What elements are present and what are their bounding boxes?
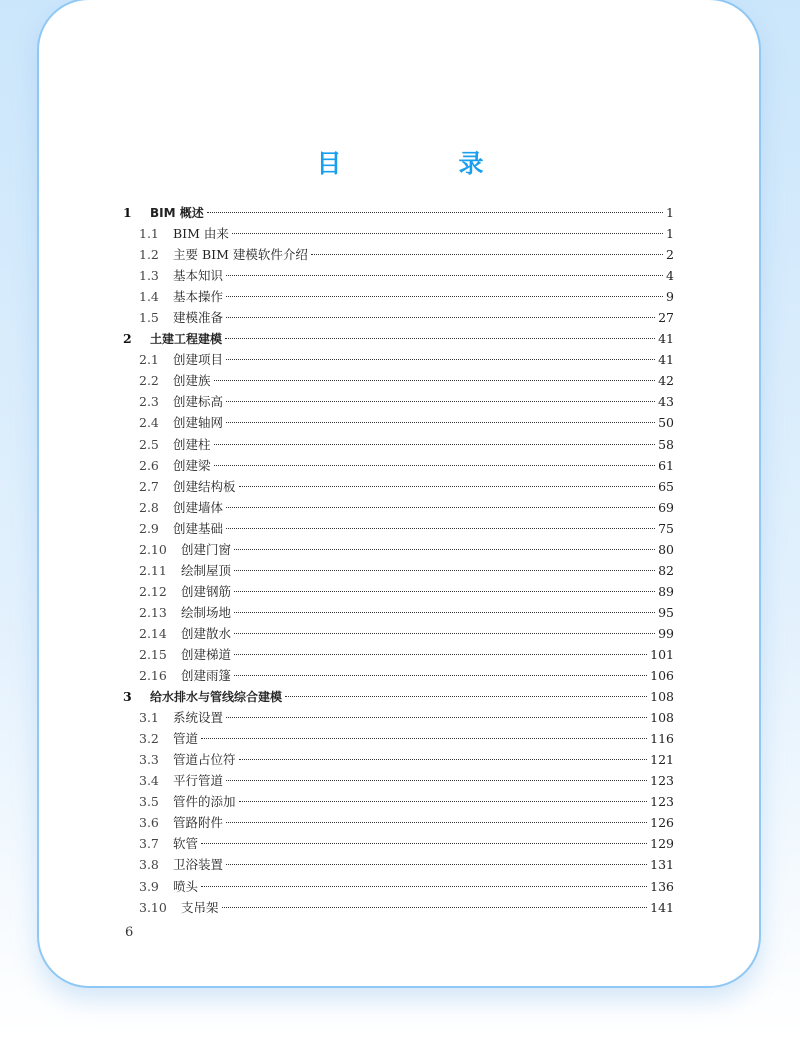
dot-leader [311,254,663,255]
toc-section[interactable] [123,749,674,770]
toc-chapter[interactable] [123,686,674,707]
dot-leader [201,843,647,844]
toc-section[interactable] [123,518,674,539]
toc-page: 61 [658,457,674,473]
dot-leader [226,528,655,529]
toc-section[interactable] [123,728,674,749]
toc-title: 创建轴网 [173,415,224,431]
toc-page: 126 [650,815,674,831]
toc-section[interactable] [123,434,674,455]
toc-title: 平行管道 [173,773,224,789]
toc-section[interactable] [123,476,674,497]
toc-page: 58 [658,436,674,452]
dot-leader [226,296,663,297]
toc-page: 80 [658,541,674,557]
dot-leader [226,780,647,781]
toc-title: 创建结构板 [173,478,236,494]
toc-section[interactable] [123,897,674,918]
toc-page: 106 [650,668,674,684]
toc-section[interactable] [123,854,674,875]
toc-chapter[interactable] [123,202,674,223]
toc-number: 2.12 [139,583,167,599]
toc-number: 2.10 [139,541,167,557]
toc-title: 管道占位符 [173,752,236,768]
toc-page: 141 [650,899,674,915]
toc-section[interactable] [123,307,674,328]
toc-section[interactable] [123,707,674,728]
toc-title: BIM 由来 [173,226,229,242]
toc-title: 管路附件 [173,815,224,831]
toc-number: 2.15 [139,646,167,662]
toc-page: 41 [658,331,674,347]
dot-leader [239,486,656,487]
toc-number: 2.14 [139,625,167,641]
toc-number: 2.13 [139,604,167,620]
toc-section[interactable] [123,223,674,244]
toc-section[interactable] [123,391,674,412]
toc-number: 3.10 [139,899,167,915]
toc-number: 2.16 [139,668,167,684]
dot-leader [201,886,647,887]
toc-section[interactable] [123,455,674,476]
toc-page: 42 [658,373,674,389]
toc-number: 3.1 [139,710,159,726]
dot-leader [234,612,655,613]
toc-number: 2.3 [139,394,159,410]
toc-page: 9 [666,289,674,305]
toc-section[interactable] [123,244,674,265]
toc-title: 管件的添加 [173,794,236,810]
dot-leader [285,696,647,697]
dot-leader [234,591,655,592]
toc-number: 3.8 [139,857,159,873]
dot-leader [226,359,655,360]
toc-title: 创建门窗 [181,541,232,557]
toc-page: 1 [666,226,674,242]
toc-page: 108 [650,710,674,726]
toc-title: 创建柱 [173,436,211,452]
dot-leader [226,317,655,318]
toc-page: 75 [658,520,674,536]
toc-title: 创建基础 [173,520,224,536]
toc-section[interactable] [123,812,674,833]
dot-leader [234,570,655,571]
toc-number: 2 [123,331,132,347]
toc-number: 3.7 [139,836,159,852]
toc-page: 121 [650,752,674,768]
toc-title: 软管 [173,836,199,852]
toc-number: 2.2 [139,373,159,389]
dot-leader [225,338,655,339]
toc-section[interactable] [123,265,674,286]
toc-page: 123 [650,794,674,810]
toc-title: 绘制屋顶 [181,562,232,578]
toc-number: 3.9 [139,878,159,894]
table-of-contents [123,202,674,918]
toc-page: 82 [658,562,674,578]
toc-section[interactable] [123,602,674,623]
dot-leader [234,654,647,655]
toc-section[interactable] [123,497,674,518]
toc-page: 4 [666,268,674,284]
dot-leader [232,233,663,234]
toc-page: 43 [658,394,674,410]
toc-number: 2.5 [139,436,159,452]
dot-leader [214,465,656,466]
dot-leader [226,822,647,823]
toc-title: BIM 概述 [150,206,204,220]
page-title: 目 录 [316,149,530,178]
dot-leader [201,738,647,739]
dot-leader [234,675,647,676]
toc-number: 2.9 [139,520,159,536]
dot-leader [234,549,655,550]
toc-title: 创建标高 [173,394,224,410]
toc-number: 1.1 [139,226,159,242]
dot-leader [214,380,656,381]
dot-leader [239,759,648,760]
toc-title: 创建梯道 [181,646,232,662]
toc-section[interactable] [123,833,674,854]
toc-page: 27 [658,310,674,326]
dot-leader [226,275,663,276]
dot-leader [222,907,648,908]
dot-leader [226,864,647,865]
dot-leader [226,401,655,402]
toc-section[interactable] [123,412,674,433]
toc-title: 创建族 [173,373,211,389]
dot-leader [226,717,647,718]
toc-section[interactable] [123,370,674,391]
toc-number: 3 [123,689,132,705]
toc-number: 2.4 [139,415,159,431]
toc-number: 2.7 [139,478,159,494]
toc-number: 3.2 [139,731,159,747]
toc-title: 建模准备 [173,310,224,326]
toc-number: 3.3 [139,752,159,768]
toc-title: 土建工程建模 [150,332,223,347]
toc-title: 创建散水 [181,625,232,641]
toc-title: 喷头 [173,878,199,894]
toc-page: 1 [666,205,674,220]
toc-section[interactable] [123,539,674,560]
toc-title: 系统设置 [173,710,224,726]
toc-title: 主要 BIM 建模软件介绍 [173,247,308,263]
toc-number: 2.6 [139,457,159,473]
toc-number: 1.5 [139,310,159,326]
toc-title: 支吊架 [181,899,219,915]
toc-title: 创建梁 [173,457,211,473]
toc-number: 3.5 [139,794,159,810]
toc-number: 3.4 [139,773,159,789]
toc-title: 绘制场地 [181,604,232,620]
toc-number: 1.4 [139,289,159,305]
toc-title: 创建项目 [173,352,224,368]
toc-title: 创建雨篷 [181,668,232,684]
toc-page: 50 [658,415,674,431]
toc-title: 创建钢筋 [181,583,232,599]
toc-page: 41 [658,352,674,368]
toc-section[interactable] [123,560,674,581]
toc-page: 108 [650,689,674,705]
toc-page: 99 [658,625,674,641]
dot-leader [226,507,655,508]
toc-number: 2.8 [139,499,159,515]
toc-page: 131 [650,857,674,873]
toc-title: 基本知识 [173,268,224,284]
toc-page: 65 [658,478,674,494]
toc-title: 创建墙体 [173,499,224,515]
toc-number: 2.1 [139,352,159,368]
dot-leader [207,212,663,213]
toc-section[interactable] [123,665,674,686]
toc-chapter[interactable] [123,328,674,349]
toc-title: 基本操作 [173,289,224,305]
toc-page: 101 [650,646,674,662]
toc-number: 3.6 [139,815,159,831]
dot-leader [239,801,648,802]
toc-section[interactable] [123,876,674,897]
toc-page: 89 [658,583,674,599]
toc-page: 69 [658,499,674,515]
toc-section[interactable] [123,581,674,602]
toc-number: 1 [123,205,132,220]
toc-section[interactable] [123,644,674,665]
toc-section[interactable] [123,349,674,370]
toc-title: 卫浴装置 [173,857,224,873]
toc-section[interactable] [123,791,674,812]
toc-section[interactable] [123,770,674,791]
toc-number: 1.3 [139,268,159,284]
toc-page: 95 [658,604,674,620]
toc-page: 129 [650,836,674,852]
toc-title: 给水排水与管线综合建模 [150,690,283,705]
toc-number: 1.2 [139,247,159,263]
toc-page: 116 [650,731,674,747]
toc-title: 管道 [173,731,199,747]
toc-page: 123 [650,773,674,789]
dot-leader [234,633,655,634]
toc-page: 136 [650,878,674,894]
page-number: 6 [125,925,134,940]
dot-leader [214,444,656,445]
dot-leader [226,422,655,423]
toc-number: 2.11 [139,562,167,578]
toc-page: 2 [666,247,674,263]
toc-section[interactable] [123,623,674,644]
toc-section[interactable] [123,286,674,307]
